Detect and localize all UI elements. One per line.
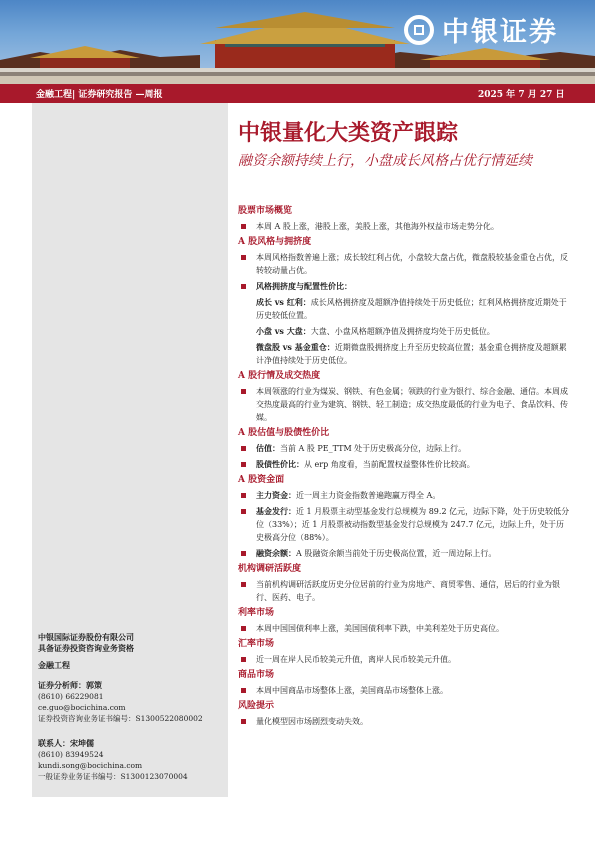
section-heading: 风险提示 — [238, 701, 275, 711]
bullet-icon — [241, 284, 246, 289]
contact-email[interactable]: kundi.song@bocichina.com — [38, 761, 143, 770]
boc-logo-icon — [404, 15, 434, 45]
list-item: 本周 A 股上涨，港股上涨，美股上涨，其他海外权益市场走势分化。 — [238, 220, 570, 233]
section-heading: A 股估值与股债性价比 — [238, 428, 330, 438]
report-meta-bar — [0, 84, 595, 103]
bullet-icon — [241, 224, 246, 229]
section-heading: A 股行情及成交热度 — [238, 371, 321, 381]
bullet-icon — [241, 509, 246, 514]
section-heading: 商品市场 — [238, 670, 275, 680]
report-date: 2025 年 7 月 27 日 — [478, 90, 565, 100]
list-item: 量化模型因市场剧烈变动失效。 — [238, 715, 570, 728]
list-item: 基金发行：近 1 月股票主动型基金发行总规模为 89.2 亿元，边际下降，处于历史较低分位（33%）；近 1 月股票被动指数型基金发行总规模为 247.7 亿元，边际上升，处于历史极高分位（88%）。 — [238, 505, 570, 544]
analyst-name: 证券分析师：郭策 — [38, 680, 102, 690]
bullet-icon — [241, 255, 246, 260]
bullet-icon — [241, 688, 246, 693]
section-heading: 利率市场 — [238, 608, 275, 618]
bullet-icon — [241, 582, 246, 587]
header-banner — [0, 0, 595, 84]
contact-phone: (8610) 83949524 — [38, 750, 104, 759]
report-title: 中银量化大类资产跟踪 — [238, 121, 459, 146]
sub-item: 微盘股 vs 基金重仓：近期微盘股拥挤度上升至历史较高位置；基金重仓拥挤度及超额累计净值持续处于历史低位。 — [256, 342, 567, 365]
report-subtitle: 融资余额持续上行，小盘成长风格占优行情延续 — [238, 153, 532, 169]
list-item: 本周领涨的行业为煤炭、钢铁、有色金属；领跌的行业为银行、综合金融、通信。本周成交热度最高的行业为建筑、钢铁、轻工制造；成交热度最低的行业为电子、食品饮料、传媒。 — [238, 385, 570, 424]
analyst-cert: 证券投资咨询业务证书编号：S1300522080002 — [38, 714, 203, 723]
bullet-icon — [241, 551, 246, 556]
list-item: 本周中国国债利率上涨，美国国债利率下跌，中美利差处于历史高位。 — [238, 622, 570, 635]
company-name: 中银国际证券股份有限公司 — [38, 632, 134, 642]
brand-name: 中银证券 — [442, 17, 558, 48]
bullet-icon — [241, 719, 246, 724]
main-content — [238, 203, 570, 731]
sidebar-company — [38, 632, 134, 654]
section-heading: 汇率市场 — [238, 639, 275, 649]
bullet-icon — [241, 389, 246, 394]
list-item: 当前机构调研活跃度历史分位居前的行业为房地产、商贸零售、通信，居后的行业为银行、医药、电子。 — [238, 578, 570, 604]
section-heading: A 股风格与拥挤度 — [238, 237, 312, 247]
report-category: 金融工程| 证券研究报告 —周报 — [36, 90, 163, 100]
sub-item: 成长 vs 红利：成长风格拥挤度及超额净值持续处于历史低位；红利风格拥挤度近期处于历史较低位置。 — [256, 297, 567, 320]
list-item: 股债性价比：从 erp 角度看，当前配置权益整体性价比较高。 — [238, 458, 570, 471]
company-qualification: 具备证券投资咨询业务资格 — [38, 643, 134, 653]
contact-cert: 一般证券业务证书编号：S1300123070004 — [38, 772, 188, 781]
contact-name: 联系人：宋坤儒 — [38, 738, 94, 748]
bullet-icon — [241, 462, 246, 467]
bullet-icon — [241, 493, 246, 498]
brand-logo — [404, 10, 558, 49]
sidebar-contact — [38, 738, 188, 782]
list-item: 近一周在岸人民币较美元升值，离岸人民币较美元升值。 — [238, 653, 570, 666]
list-item: 融资余额：A 股融资余额当前处于历史极高位置，近一周边际上行。 — [238, 547, 570, 560]
bullet-icon — [241, 657, 246, 662]
section-heading: 股票市场概览 — [238, 206, 293, 216]
section-heading: A 股资金面 — [238, 475, 285, 485]
department: 金融工程 — [38, 660, 70, 670]
list-item: 估值：当前 A 股 PE_TTM 处于历史极高分位，边际上行。 — [238, 442, 570, 455]
list-item: 本周风格指数普遍上涨；成长较红利占优，小盘较大盘占优，微盘股较基金重仓占优，反转较动量占优。 — [238, 251, 570, 277]
list-item: 主力资金：近一周主力资金指数普遍跑赢万得全 A。 — [238, 489, 570, 502]
bullet-icon — [241, 446, 246, 451]
analyst-email[interactable]: ce.guo@bocichina.com — [38, 703, 126, 712]
section-heading: 机构调研活跃度 — [238, 564, 302, 574]
sidebar-analyst — [38, 680, 203, 724]
sub-item: 小盘 vs 大盘：大盘、小盘风格超额净值及拥挤度均处于历史低位。 — [256, 326, 495, 336]
list-item: 本周中国商品市场整体上涨，美国商品市场整体上涨。 — [238, 684, 570, 697]
bullet-icon — [241, 626, 246, 631]
list-item: 风格拥挤度与配置性价比： — [238, 280, 570, 293]
sidebar-dept — [38, 660, 70, 671]
analyst-phone: (8610) 66229081 — [38, 692, 104, 701]
